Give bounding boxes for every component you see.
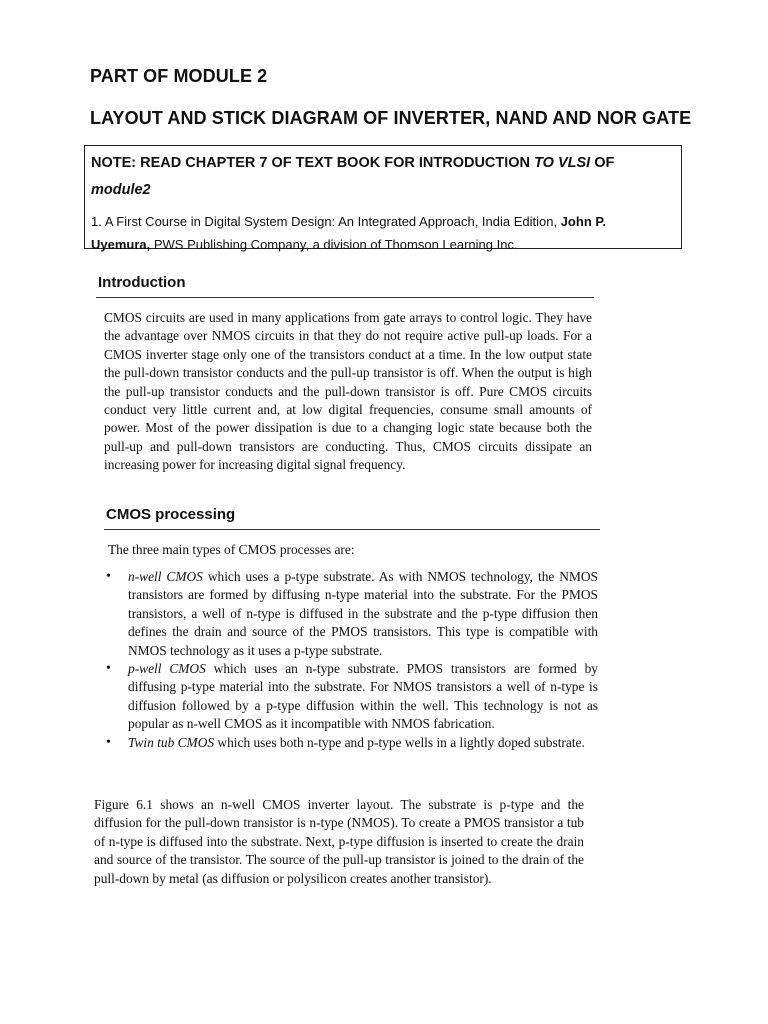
module-label: PART OF MODULE 2 bbox=[90, 66, 268, 86]
processing-lead: The three main types of CMOS processes are: bbox=[108, 542, 355, 557]
note-box bbox=[84, 145, 682, 252]
ref-author-first: John P. bbox=[560, 214, 606, 229]
list-item bbox=[104, 568, 598, 660]
ref-title: 1. A First Course in Digital System Design: An Integrated Approach, India Edition, bbox=[91, 214, 561, 229]
bullet-icon: • bbox=[106, 569, 111, 584]
figure-paragraph: Figure 6.1 shows an n-well CMOS inverter layout. The substrate is p-type and the diffusion for the pull-down transistor is n-type (NMOS). To create a PMOS transistor a tub of n-type is diffused into the substrate. Next, p-type diffusion is inserted to create the drain and source of the transistor. The source of the pull-up transistor is joined to the drain of the pull-down by metal (as diffusion or polysilicon creates another transistor). bbox=[94, 797, 584, 886]
list-item bbox=[104, 734, 598, 752]
process-term: p-well CMOS bbox=[128, 661, 206, 677]
process-desc: which uses both n-type and p-type wells in a lightly doped substrate. bbox=[214, 734, 585, 750]
process-desc: which uses an n-type substrate. PMOS transistors are formed by diffusing p-type material into the substrate. For NMOS transistors a well of n-type is diffusion followed by a p-type diffusion within the well. This technology is not as popular as n-well CMOS as it incompatible with NMOS fabrication. bbox=[128, 661, 598, 732]
intro-paragraph: CMOS circuits are used in many applications from gate arrays to control logic. They have the advantage over NMOS circuits in that they do not require active pull-up loads. For a CMOS inverter stage only one of the transistors conduct at a time. In the low output state the pull-down transistor conducts and the pull-up transistor is off. When the output is high the pull-up transistor conducts and the pull-down transistor is off. Pure CMOS circuits conduct very little current and, at low digital frequencies, consume small amounts of power. Most of the power dissipation is due to a changing logic state because both the pull-up and pull-down transistors are conducting. Thus, CMOS circuits dissipate an increasing power for increasing digital signal frequency. bbox=[104, 310, 592, 473]
list-item bbox=[104, 660, 598, 734]
textbook-reference bbox=[91, 210, 675, 256]
processing-divider bbox=[104, 529, 600, 530]
processing-heading: CMOS processing bbox=[106, 506, 236, 523]
bullet-icon: • bbox=[106, 661, 111, 677]
process-list bbox=[104, 568, 598, 752]
bullet-icon: • bbox=[106, 734, 111, 750]
intro-heading: Introduction bbox=[98, 274, 186, 291]
note-lead: NOTE: READ CHAPTER 7 OF TEXT BOOK FOR INTRODUCTION bbox=[91, 155, 535, 171]
note-of: OF bbox=[590, 155, 615, 171]
process-desc: which uses a p-type substrate. As with NMOS technology, the NMOS transistors are formed by diffusing n-type material into the substrate. For the PMOS transistors, a well of n-type is diffused in the substrate and the p-type diffusion then defines the drain and source of the PMOS transistors. This type is compatible with NMOS technology as it uses a p-type substrate. bbox=[128, 569, 598, 658]
process-term: n-well CMOS bbox=[128, 569, 203, 584]
note-module: module2 bbox=[91, 182, 151, 198]
process-term: Twin tub CMOS bbox=[128, 734, 215, 750]
intro-divider bbox=[96, 297, 594, 298]
note-italic: TO VLSI bbox=[534, 155, 591, 171]
ref-author-last: Uyemura, bbox=[91, 237, 151, 252]
ref-publisher: PWS Publishing Company, a division of Thomson Learning Inc. bbox=[150, 237, 518, 252]
note-line bbox=[91, 150, 675, 204]
page-title: LAYOUT AND STICK DIAGRAM OF INVERTER, NAND AND NOR GATE bbox=[90, 108, 692, 128]
